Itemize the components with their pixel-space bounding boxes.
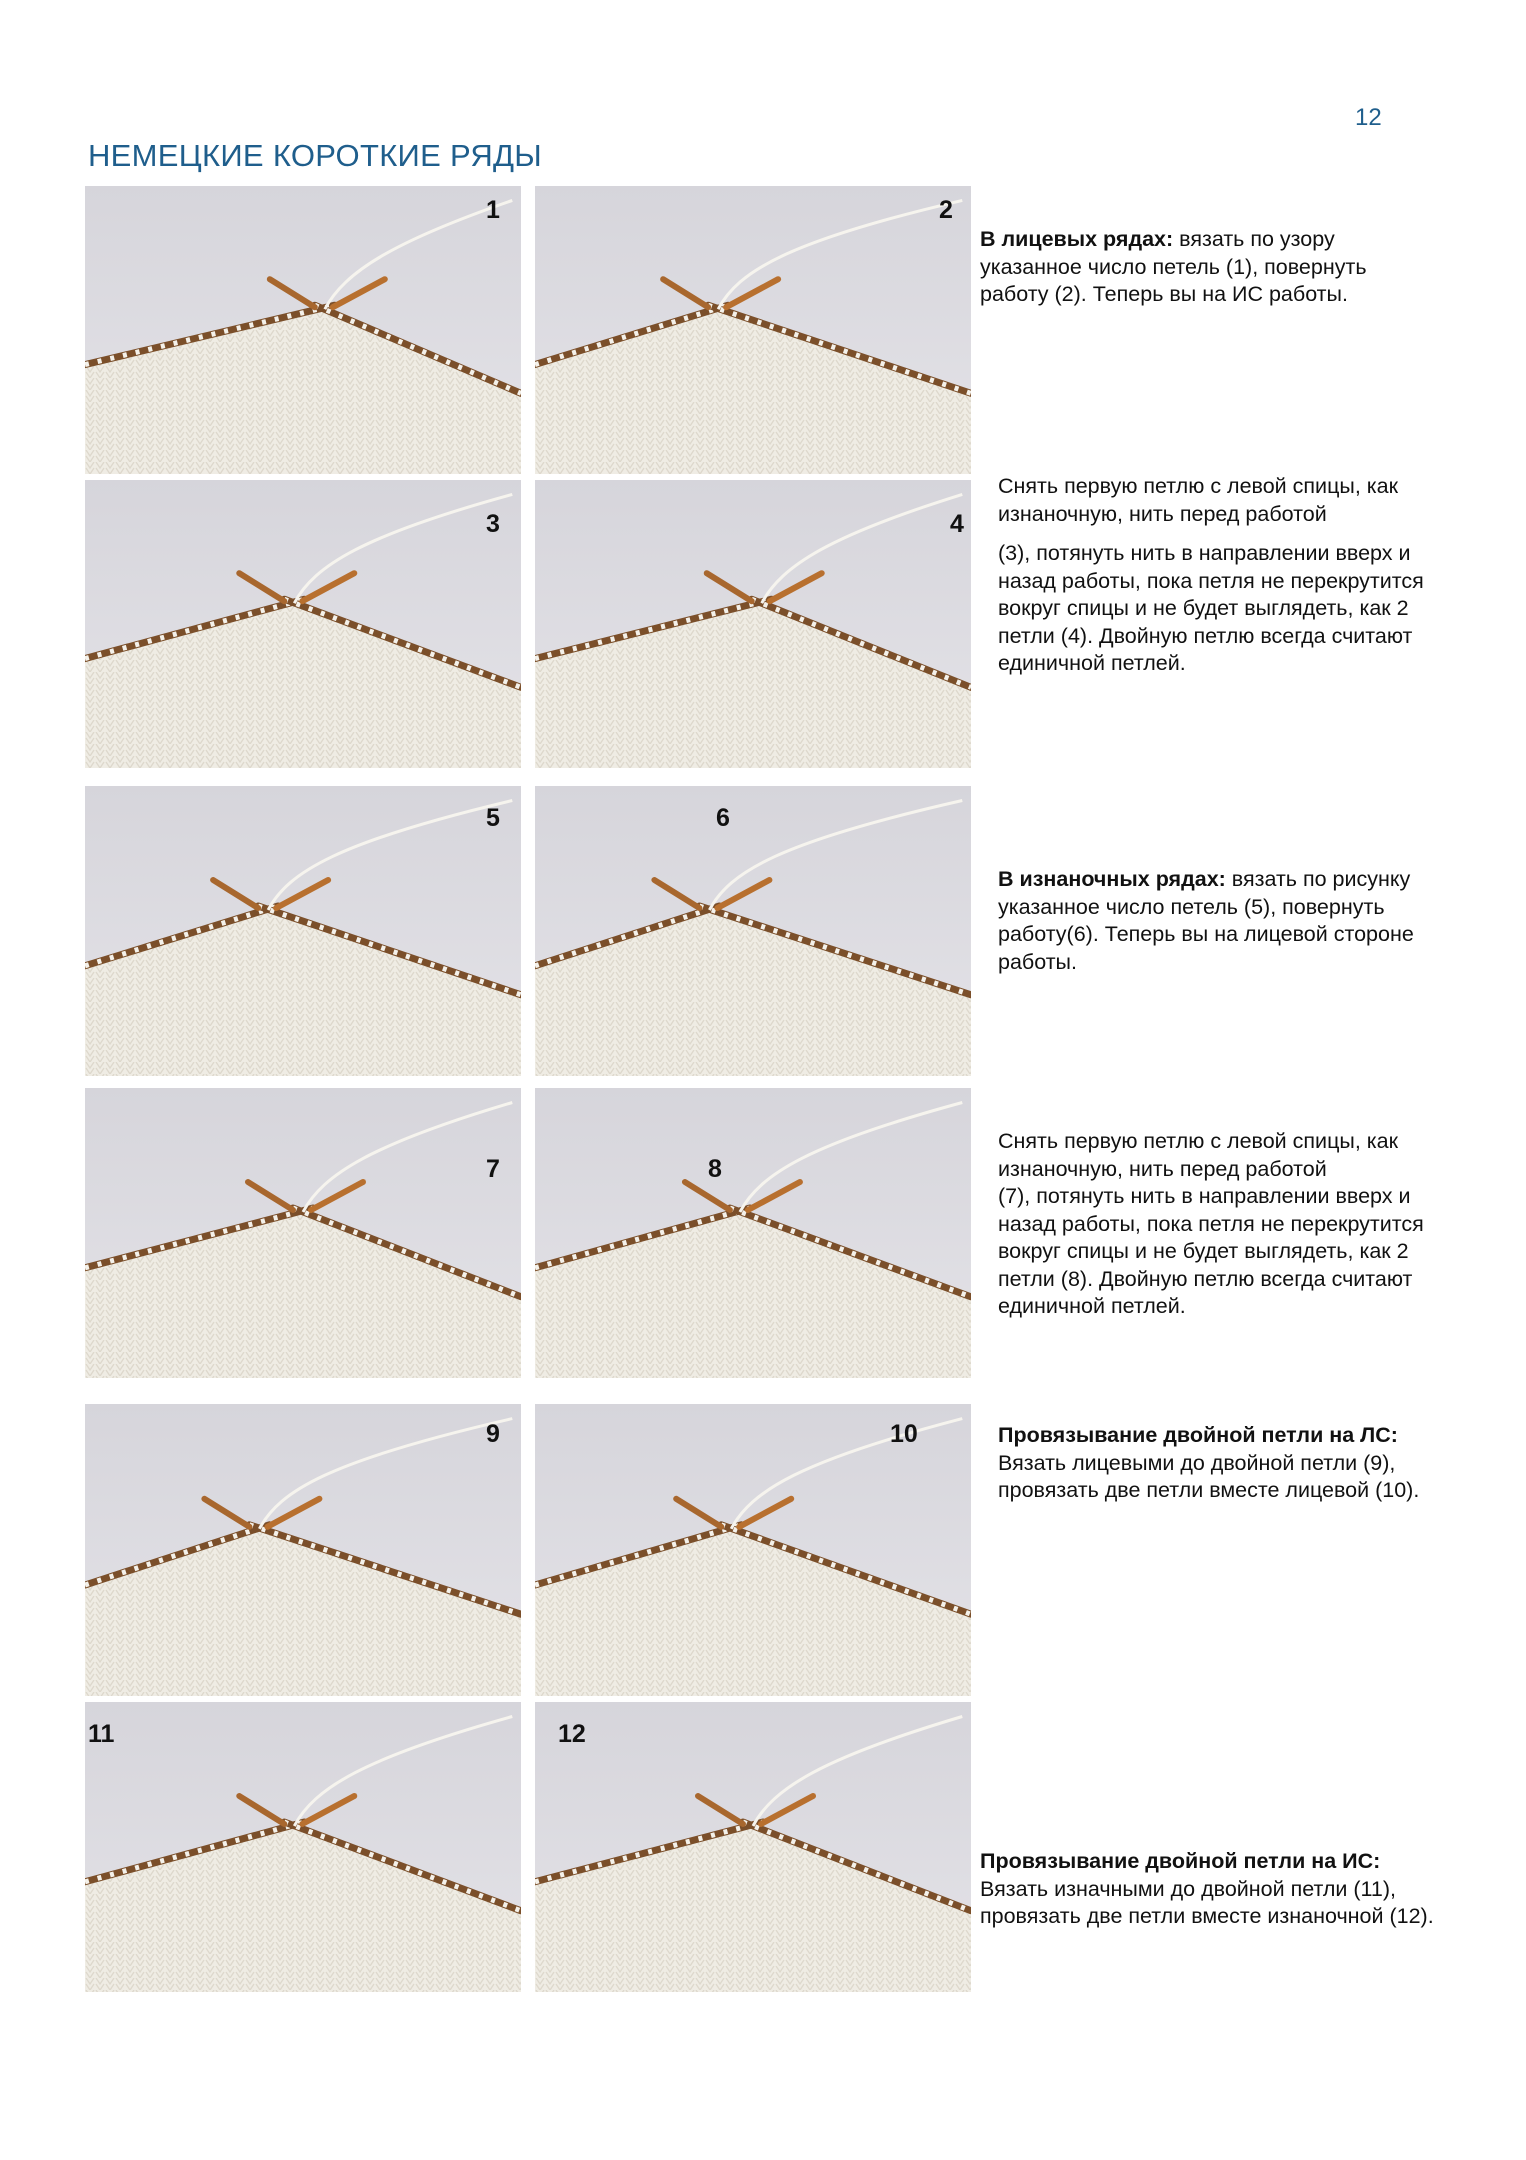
instruction-slip-stitch-2-p2: (7), потянуть нить в направлении вверх и назад работы, пока петля не перекрутится вокруг спицы и не будет выглядеть, как 2 петли (8). Двойную петлю всегда считают единичной петлей. — [998, 1184, 1424, 1318]
instruction-double-stitch-rs — [998, 1422, 1468, 1505]
step-number-11: 11 — [88, 1720, 115, 1748]
step-photo-3 — [85, 480, 521, 768]
instruction-double-stitch-ws — [980, 1848, 1470, 1931]
instruction-double-stitch-rs-text: Вязать лицевыми до двойной петли (9), провязать две петли вместе лицевой (10). — [998, 1450, 1420, 1502]
step-number-10: 10 — [890, 1420, 918, 1448]
instruction-double-stitch-ws-heading: Провязывание двойной петли на ИС: — [980, 1849, 1381, 1873]
step-photo-6 — [535, 786, 971, 1076]
instruction-knit-rows-heading: В лицевых рядах: — [980, 227, 1174, 251]
instruction-double-stitch-ws-text: Вязать изначными до двойной петли (11), провязать две петли вместе изнаночной (12). — [980, 1876, 1434, 1928]
step-photo-2 — [535, 186, 971, 474]
step-number-12: 12 — [558, 1720, 586, 1748]
instruction-purl-rows-text: вязать по рисунку указанное число петель (5), повернуть работу(6). Теперь вы на лицевой стороне работы. — [998, 867, 1414, 974]
step-number-2: 2 — [939, 196, 953, 224]
step-photo-7 — [85, 1088, 521, 1378]
step-photo-8 — [535, 1088, 971, 1378]
step-number-3: 3 — [486, 510, 500, 538]
instruction-double-stitch-rs-heading: Провязывание двойной петли на ЛС: — [998, 1423, 1398, 1447]
step-photo-5 — [85, 786, 521, 1076]
page-title: НЕМЕЦКИЕ КОРОТКИЕ РЯДЫ — [88, 138, 543, 173]
step-number-5: 5 — [486, 804, 500, 832]
instruction-purl-rows-heading: В изнаночных рядах: — [998, 867, 1226, 891]
step-number-8: 8 — [708, 1155, 722, 1183]
instruction-slip-stitch-1-p1: Снять первую петлю с левой спицы, как изнаночную, нить перед работой — [998, 474, 1399, 526]
step-photo-4 — [535, 480, 971, 768]
step-number-6: 6 — [716, 804, 730, 832]
step-number-9: 9 — [486, 1420, 500, 1448]
instruction-knit-rows — [980, 226, 1430, 309]
step-photo-11 — [85, 1702, 521, 1992]
instruction-slip-stitch-2-p1: Снять первую петлю с левой спицы, как изнаночную, нить перед работой — [998, 1129, 1399, 1181]
instruction-slip-stitch-2 — [998, 1128, 1468, 1321]
page-number: 12 — [1355, 104, 1382, 131]
instruction-slip-stitch-1 — [998, 473, 1468, 678]
instruction-slip-stitch-1-p2: (3), потянуть нить в направлении вверх и назад работы, пока петля не перекрутится вокруг спицы и не будет выглядеть, как 2 петли (4). Двойную петлю всегда считают единичной петлей. — [998, 541, 1424, 675]
step-number-4: 4 — [950, 510, 964, 538]
instruction-purl-rows — [998, 866, 1468, 976]
step-number-7: 7 — [486, 1155, 500, 1183]
step-number-1: 1 — [486, 196, 500, 224]
instruction-knit-rows-text: вязать по узору указанное число петель (1), повернуть работу (2). Теперь вы на ИС работы. — [980, 227, 1367, 306]
step-photo-12 — [535, 1702, 971, 1992]
step-photo-9 — [85, 1404, 521, 1696]
step-photo-1 — [85, 186, 521, 474]
